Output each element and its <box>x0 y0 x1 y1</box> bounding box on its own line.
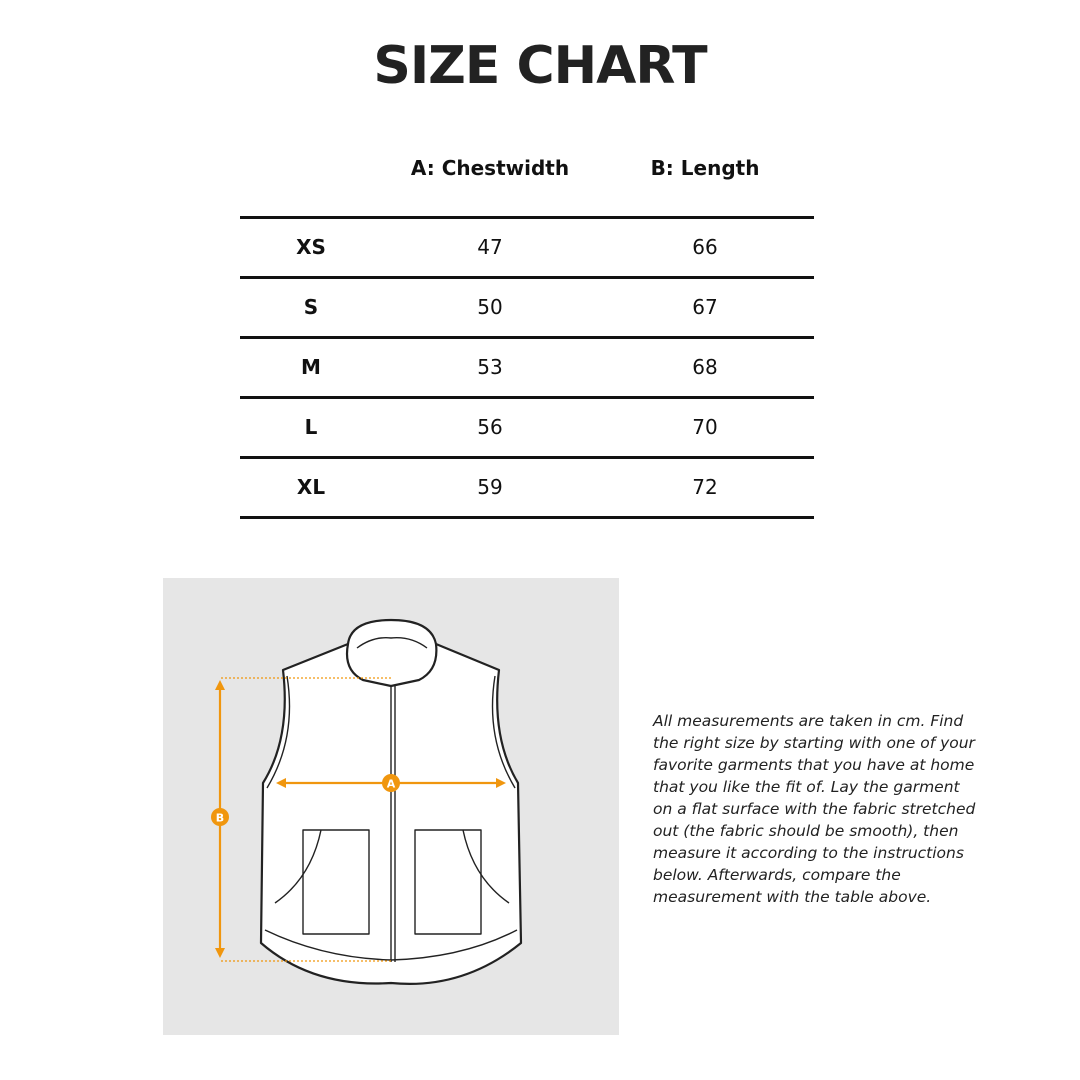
table-header <box>240 150 814 219</box>
size-table <box>240 150 814 519</box>
size-label: L <box>304 415 318 439</box>
length-value: 72 <box>692 475 718 499</box>
measurement-diagram <box>163 578 619 1035</box>
vest-icon <box>163 578 619 1035</box>
header-chestwidth: A: Chestwidth <box>410 156 570 180</box>
table-row <box>240 279 814 339</box>
table-row <box>240 399 814 459</box>
page-title: SIZE CHART <box>373 36 707 96</box>
length-value: 68 <box>692 355 718 379</box>
size-label: XL <box>296 475 326 499</box>
measurement-instructions: All measurements are taken in cm. Find the right size by starting with one of your favorite garments that you have at home that you like the fit of. Lay the garment on a flat surface with the fabric stretched out (the fabric should be smooth), then measure it according to the instructions below. Afterwards, compare the measurement with the table above. <box>653 712 976 906</box>
chestwidth-value: 47 <box>477 235 503 259</box>
length-value: 67 <box>692 295 718 319</box>
table-row <box>240 459 814 519</box>
chestwidth-value: 50 <box>477 295 503 319</box>
size-label: S <box>303 295 319 319</box>
chestwidth-value: 53 <box>477 355 503 379</box>
header-length: B: Length <box>650 156 760 180</box>
chestwidth-value: 56 <box>477 415 503 439</box>
length-value: 70 <box>692 415 718 439</box>
size-label: XS <box>296 235 326 259</box>
size-label: M <box>301 355 321 379</box>
marker-b-label: B <box>215 811 225 825</box>
chestwidth-value: 59 <box>477 475 503 499</box>
table-row <box>240 219 814 279</box>
length-value: 66 <box>692 235 718 259</box>
marker-a-label: A <box>386 777 396 791</box>
table-row <box>240 339 814 399</box>
